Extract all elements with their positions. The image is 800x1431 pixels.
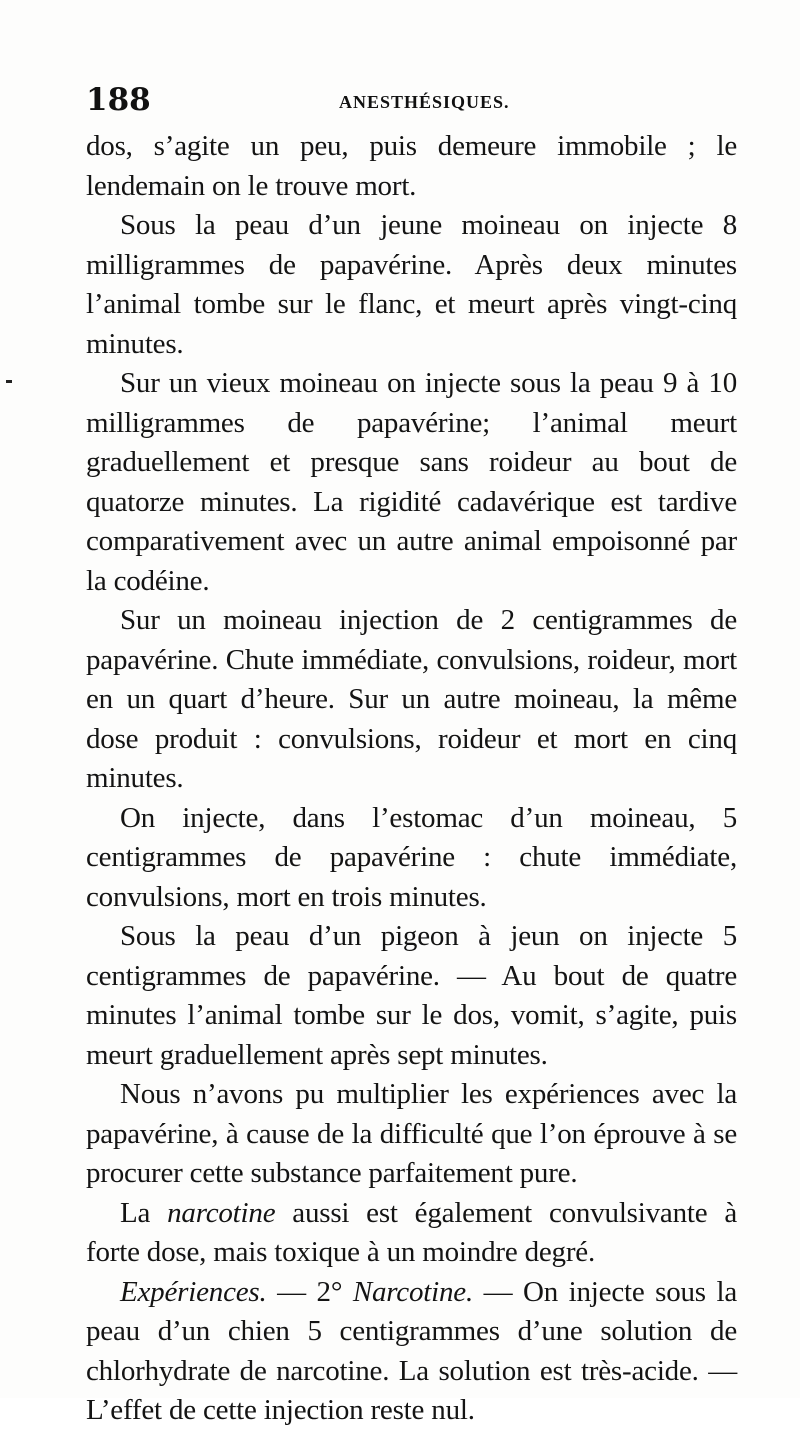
text-segment: Sous la peau d’un pigeon à jeun on injecte 5 centigrammes de papavérine. — Au bout de quatre minutes l’animal tombe sur le dos, vomit, s’agite, puis meurt graduellement après sept minutes. <box>86 920 737 1071</box>
paragraph <box>86 1194 737 1273</box>
text-segment: — On injecte sous la peau d’un chien 5 centigrammes d’une solution de chlorhydrate de narcotine. La solution est très-acide. — L’effet de cette injection reste nul. <box>86 1275 737 1426</box>
text-segment: Nous n’avons pu multiplier les expériences avec la papavérine, à cause de la difficulté que l’on éprouve à se procurer cette substance parfaitement pure. <box>86 1078 737 1189</box>
paragraph <box>86 799 737 918</box>
italic-text: Narcotine. <box>352 1275 474 1308</box>
paragraph <box>86 601 737 799</box>
text-segment: — 2° <box>266 1275 353 1308</box>
text-segment: dos, s’agite un peu, puis demeure immobile ; le lendemain on le trouve mort. <box>86 130 737 202</box>
page-number: 188 <box>86 82 151 118</box>
body-text <box>86 127 737 1431</box>
italic-text: narcotine <box>167 1196 276 1229</box>
text-segment: La <box>120 1196 168 1229</box>
text-segment: Sur un vieux moineau on injecte sous la peau 9 à 10 milligrammes de papavérine; l’animal meurt graduellement et presque sans roideur au bout de quatorze minutes. La rigidité cadavérique est tardive comparativement avec un autre animal empoisonné par la codéine. <box>86 367 737 597</box>
running-title: ANESTHÉSIQUES. <box>339 92 510 112</box>
paragraph <box>86 1075 737 1194</box>
italic-text: Expériences. <box>120 1275 267 1308</box>
text-segment: aussi est également convulsivante à forte dose, mais toxique à un moindre degré. <box>86 1196 737 1268</box>
paragraph <box>86 1273 737 1431</box>
text-segment: Sous la peau d’un jeune moineau on injecte 8 milligrammes de papavérine. Après deux minutes l’animal tombe sur le flanc, et meurt après vingt-cinq minutes. <box>86 209 737 360</box>
paragraph <box>86 127 737 206</box>
margin-mark <box>6 380 12 383</box>
paragraph <box>86 364 737 601</box>
paragraph <box>86 917 737 1075</box>
paragraph <box>86 206 737 364</box>
page-header <box>86 82 738 122</box>
text-segment: Sur un moineau injection de 2 centigrammes de papavérine. Chute immédiate, convulsions, roideur, mort en un quart d’heure. Sur un autre moineau, la même dose produit : convulsions, roideur et mort en cinq minutes. <box>86 604 737 794</box>
text-segment: On injecte, dans l’estomac d’un moineau, 5 centigrammes de papavérine : chute immédiate, convulsions, mort en trois minutes. <box>86 801 737 913</box>
